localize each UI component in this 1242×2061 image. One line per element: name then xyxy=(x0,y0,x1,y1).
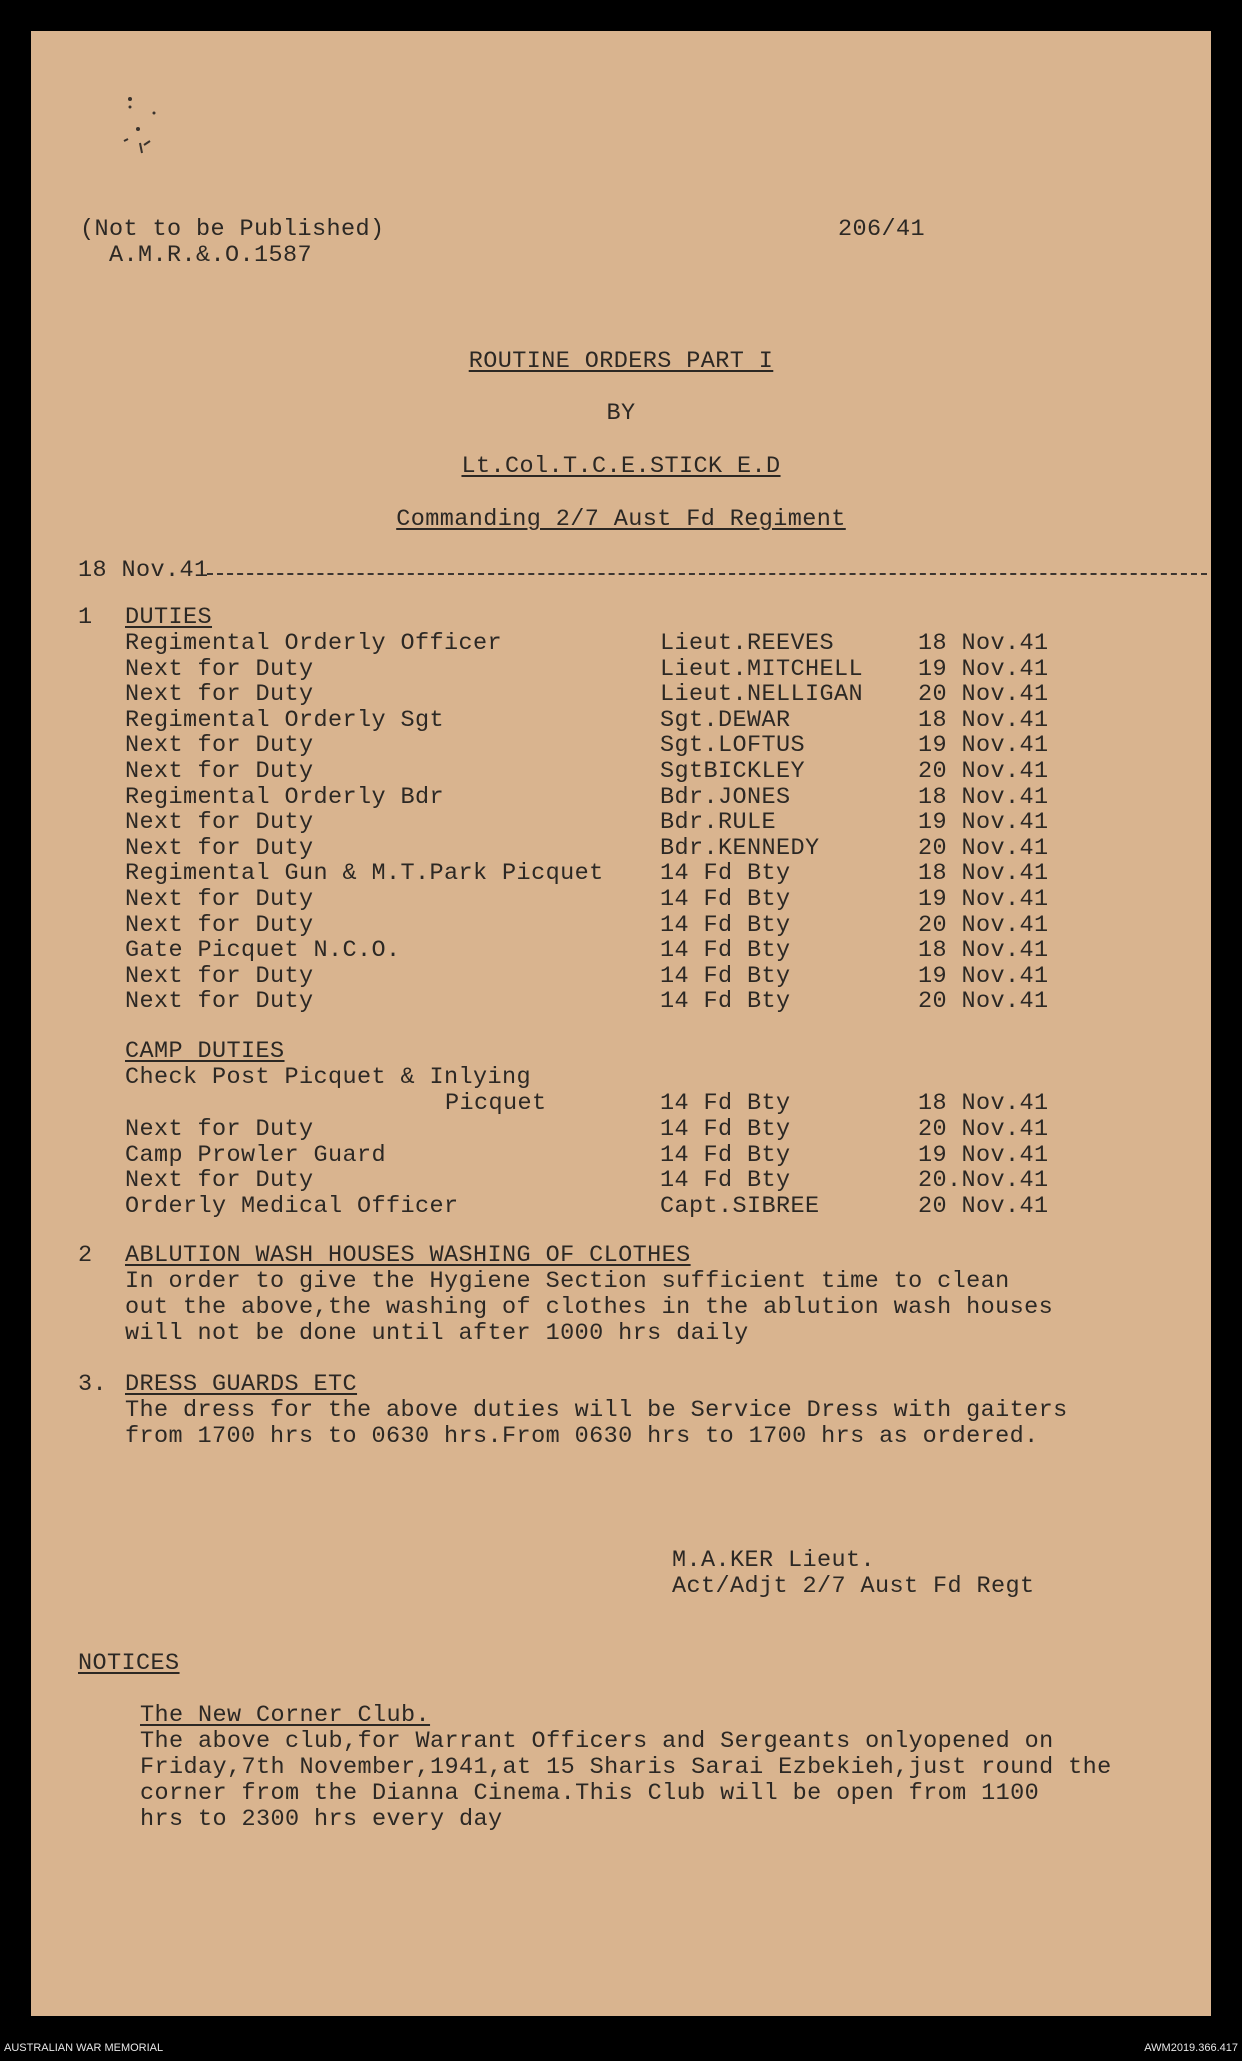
ablution-line-1: In order to give the Hygiene Section sufficient time to clean xyxy=(125,1268,1010,1295)
duty-assignee: 14 Fd Bty xyxy=(660,937,791,965)
duty-name: Regimental Orderly Sgt xyxy=(125,706,445,734)
duty-assignee: 14 Fd Bty xyxy=(660,1116,791,1143)
duty-date: 18 Nov.41 xyxy=(918,630,1049,657)
signature-role: Act/Adjt 2/7 Aust Fd Regt xyxy=(672,1573,1035,1600)
duty-date: 20 Nov.41 xyxy=(918,911,1049,939)
notice-line-3: corner from the Dianna Cinema.This Club will be open from 1100 xyxy=(140,1780,1040,1807)
check-post-duty-line2: Picquet xyxy=(445,1090,547,1117)
notice-subheading: The New Corner Club. xyxy=(140,1702,431,1729)
duty-date: 20 Nov.41 xyxy=(918,758,1049,785)
ablution-line-2: out the above,the washing of clothes in the ablution wash houses xyxy=(125,1294,1054,1321)
section-number-duties: 1 xyxy=(78,604,93,631)
duty-name: Next for Duty xyxy=(125,834,314,862)
duty-date: 20 Nov.41 xyxy=(918,988,1049,1016)
duty-assignee: 14 Fd Bty xyxy=(660,860,791,888)
duty-assignee: 14 Fd Bty xyxy=(660,962,791,990)
duty-assignee: Lieut.MITCHELL xyxy=(660,655,864,683)
duty-assignee: Bdr.KENNEDY xyxy=(660,834,820,862)
duty-assignee: Sgt.LOFTUS xyxy=(660,732,806,760)
duty-name: Next for Duty xyxy=(125,962,314,990)
duty-date: 20 Nov.41 xyxy=(918,1192,1049,1220)
commanding-line: Commanding 2/7 Aust Fd Regiment xyxy=(396,506,846,533)
check-post-assignee: 14 Fd Bty xyxy=(660,1090,791,1117)
duty-name: Gate Picquet N.C.O. xyxy=(125,937,401,965)
duty-date: 20 Nov.41 xyxy=(918,834,1049,862)
duties-heading: DUTIES xyxy=(125,604,213,631)
section-number-dress: 3. xyxy=(78,1371,108,1398)
duty-name: Next for Duty xyxy=(125,886,314,913)
duty-date: 20.Nov.41 xyxy=(918,1167,1049,1195)
duty-name: Next for Duty xyxy=(125,809,314,837)
duty-date: 19 Nov.41 xyxy=(918,962,1049,990)
duty-assignee: SgtBICKLEY xyxy=(660,758,806,785)
ink-marks xyxy=(116,91,176,161)
notices-heading: NOTICES xyxy=(78,1650,180,1677)
duty-date: 18 Nov.41 xyxy=(918,937,1049,965)
duty-assignee: 14 Fd Bty xyxy=(660,988,791,1016)
document-title: ROUTINE ORDERS PART I xyxy=(468,348,774,375)
check-post-date: 18 Nov.41 xyxy=(918,1090,1049,1117)
document-page xyxy=(31,31,1211,2016)
duty-assignee: Bdr.RULE xyxy=(660,809,777,837)
signature-name: M.A.KER Lieut. xyxy=(672,1547,876,1574)
duty-assignee: Sgt.DEWAR xyxy=(660,706,791,734)
duty-name: Next for Duty xyxy=(125,1116,314,1143)
duty-assignee: Lieut.NELLIGAN xyxy=(660,681,864,709)
duty-date: 19 Nov.41 xyxy=(918,1141,1049,1169)
notice-line-4: hrs to 2300 hrs every day xyxy=(140,1806,503,1833)
duty-date: 18 Nov.41 xyxy=(918,783,1049,811)
duty-name: Regimental Gun & M.T.Park Picquet xyxy=(125,860,604,888)
order-date: 18 Nov.41 xyxy=(78,557,209,584)
duty-assignee: Bdr.JONES xyxy=(660,783,791,811)
duty-assignee: 14 Fd Bty xyxy=(660,1141,791,1169)
duty-name: Next for Duty xyxy=(125,988,314,1016)
duty-name: Next for Duty xyxy=(125,758,314,785)
divider-rule xyxy=(207,573,1207,575)
duty-assignee: 14 Fd Bty xyxy=(660,911,791,939)
duty-date: 20 Nov.41 xyxy=(918,1116,1049,1143)
duty-name: Next for Duty xyxy=(125,911,314,939)
duty-date: 19 Nov.41 xyxy=(918,886,1049,913)
duty-assignee: 14 Fd Bty xyxy=(660,1167,791,1195)
duty-name: Next for Duty xyxy=(125,1167,314,1195)
duty-assignee: Capt.SIBREE xyxy=(660,1192,820,1220)
section-number-ablution: 2 xyxy=(78,1242,93,1269)
duty-name: Next for Duty xyxy=(125,681,314,709)
footer-credit: AUSTRALIAN WAR MEMORIAL xyxy=(4,2042,164,2054)
officer-name: Lt.Col.T.C.E.STICK E.D xyxy=(461,453,781,480)
ablution-line-3: will not be done until after 1000 hrs daily xyxy=(125,1320,749,1347)
footer-bar xyxy=(0,2033,1242,2061)
duty-date: 18 Nov.41 xyxy=(918,706,1049,734)
by-line: BY xyxy=(606,400,636,427)
duty-name: Camp Prowler Guard xyxy=(125,1141,387,1169)
reference-number: A.M.R.&.O.1587 xyxy=(109,242,313,269)
camp-duties-heading: CAMP DUTIES xyxy=(125,1038,285,1065)
duty-date: 18 Nov.41 xyxy=(918,860,1049,888)
dress-heading: DRESS GUARDS ETC xyxy=(125,1371,358,1398)
duty-assignee: Lieut.REEVES xyxy=(660,630,835,657)
check-post-duty-line1: Check Post Picquet & Inlying xyxy=(125,1064,532,1091)
duty-assignee: 14 Fd Bty xyxy=(660,886,791,913)
ablution-heading: ABLUTION WASH HOUSES WASHING OF CLOTHES xyxy=(125,1242,691,1269)
notice-line-2: Friday,7th November,1941,at 15 Sharis Sarai Ezbekieh,just round the xyxy=(140,1754,1112,1781)
duty-name: Regimental Orderly Officer xyxy=(125,630,503,657)
duty-date: 20 Nov.41 xyxy=(918,681,1049,709)
duty-date: 19 Nov.41 xyxy=(918,655,1049,683)
duty-date: 19 Nov.41 xyxy=(918,732,1049,760)
duty-name: Next for Duty xyxy=(125,655,314,683)
dress-line-2: from 1700 hrs to 0630 hrs.From 0630 hrs to 1700 hrs as ordered. xyxy=(125,1423,1039,1450)
duty-name: Next for Duty xyxy=(125,732,314,760)
duty-name: Regimental Orderly Bdr xyxy=(125,783,445,811)
duty-name: Orderly Medical Officer xyxy=(125,1192,459,1220)
dress-line-1: The dress for the above duties will be Service Dress with gaiters xyxy=(125,1397,1068,1424)
notice-line-1: The above club,for Warrant Officers and Sergeants onlyopened on xyxy=(140,1728,1054,1755)
duty-date: 19 Nov.41 xyxy=(918,809,1049,837)
restriction-note: (Not to be Published) xyxy=(80,216,385,243)
order-number: 206/41 xyxy=(838,216,926,243)
footer-accession: AWM2019.366.417 xyxy=(1144,2042,1238,2054)
